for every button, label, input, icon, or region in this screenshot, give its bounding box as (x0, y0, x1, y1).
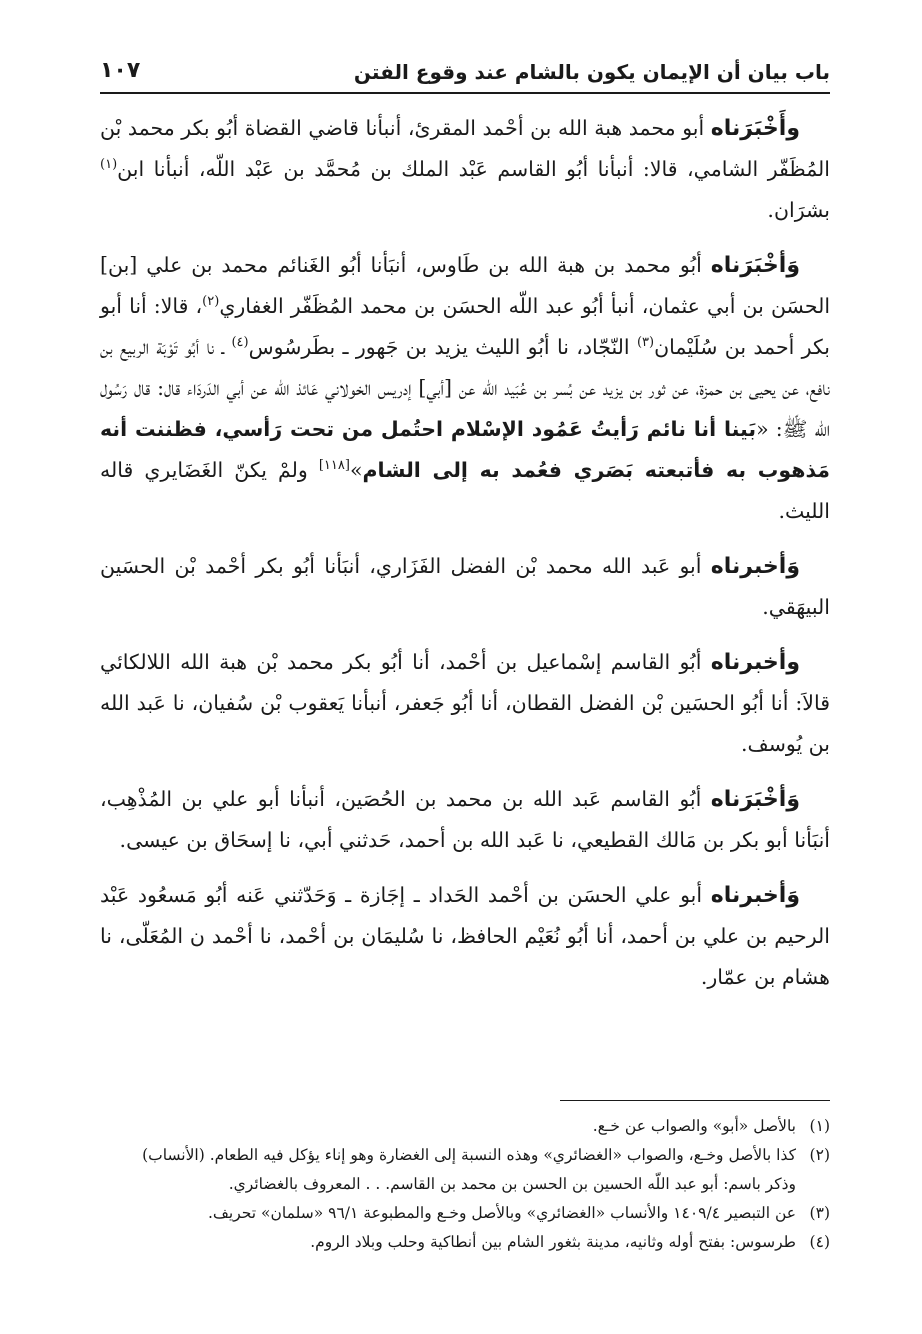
page-number: ١٠٧ (100, 58, 141, 83)
paragraph-lead: وَأخْبَرَناه (710, 253, 800, 278)
footnote-ref: (٢) (202, 294, 220, 310)
footnote-text: وذكر باسم: أبو عبد اللّه الحسين بن الحسن بن محمد بن القاسم. . . المعروف بالغضائري. (228, 1175, 796, 1193)
footnote-number: (٣) (809, 1204, 830, 1222)
paragraph-text: أبُو القاسم إسْماعيل بن أحْمد، أنا أبُو بكر محمد بْن هبة الله اللالكائي قالاَ: أنا أبُو الحسَين بْن الفضل القطان، أنا أبُو جَعفر، أنبأنا يَعقوب بْن سُفيان، نا عَبد الله بن يُوسف. (100, 650, 830, 756)
paragraph-text: ولمْ يكنّ الغَضَايري قاله الليث. (100, 458, 830, 523)
paragraph-lead: وَأخبرناه (710, 883, 800, 908)
paragraph-text: أبو عَبد الله محمد بْن الفضل الفَزَاري، أنبَأنا أبُو بكر أحْمد بْن الحسَين البيهَقي. (100, 554, 830, 619)
paragraph-text: أبو محمد هبة الله بن أحْمد المقرئ، أنبأنا قاضي القضاة أبُو بكر محمد بْن المُظَفّر الشامي، قالا: أنبأنا أبُو القاسم عَبْد الملك بن مُحمَّد بن عَبْد اللّه، أنبأنا ابن (100, 116, 830, 181)
main-text (100, 108, 830, 998)
footnote-ref: (٣) (636, 335, 655, 351)
footnote (100, 1228, 830, 1257)
paragraph-lead: وَأخْبَرَناه (710, 787, 800, 812)
paragraph-text: » (349, 458, 363, 482)
hadith-text: بَينا أنا نائم رَأيتُ عَمُود الإسْلام احتُمل من تحت رَأسي، فظننت أنه مَذهوب به فأتبعته بَصَري فعُمد به إلى الشام (100, 417, 830, 482)
footnote (100, 1112, 830, 1141)
footnote (100, 1141, 830, 1199)
footnote-text: طرسوس: بفتح أوله وثانيه، مدينة بثغور الشام بين أنطاكية وحلب وبلاد الروم. (310, 1233, 796, 1251)
footnote-text: بالأصل «أبو» والصواب عن خـع. (592, 1117, 796, 1135)
paragraph (100, 875, 830, 998)
header-rule (100, 92, 830, 94)
running-header (100, 52, 830, 90)
footnote-text: عن التبصير ١٤٠٩/٤ والأنساب «الغضائري» وبالأصل وخـع والمطبوعة ٩٦/١ «سلمان» تحريف. (207, 1204, 796, 1222)
paragraph (100, 546, 830, 628)
paragraph-lead: وأخبرناه (710, 650, 800, 675)
footnote-rule (560, 1100, 830, 1101)
paragraph (100, 642, 830, 765)
footnotes (100, 1112, 830, 1257)
footnote (100, 1199, 830, 1228)
footnote-ref: (٤) (231, 335, 249, 351)
paragraph (100, 108, 830, 231)
paragraph-text: أبُو القاسم عَبد الله بن محمد بن الحُصَين، أنبأنا أبو علي بن المُذْهِب، أنبَأنا أبو بكر بن مَالك القطيعي، نا عَبد الله بن أحمد، حَدثني أبي، نا إسحَاق بن عيسى. (100, 787, 830, 852)
paragraph (100, 779, 830, 861)
footnote-number: (٤) (809, 1233, 830, 1251)
footnote-text: كذا بالأصل وخـع، والصواب «الغضائري» وهذه النسبة إلى الغضارة وهو إناء يؤكل فيه الطعام. (الأنساب) (142, 1146, 796, 1164)
footnote-number: (١) (809, 1117, 830, 1135)
paragraph-lead: وَأخبرناه (710, 554, 800, 579)
paragraph-lead: وأَخْبَرَناه (710, 116, 800, 141)
paragraph-text: أبُو محمد بن هبة الله بن طَاوس، أنبَأنا أبُو الغَنائم محمد بن علي [بن] الحسَن بن أبي عثمان، أنبأ أبُو عبد اللّه الحسَن بن محمد المُظَفّر الغفاري (100, 253, 831, 318)
footnote-number: (٢) (809, 1146, 830, 1164)
hadith-number: [١١٨] (318, 458, 350, 474)
paragraph-text: ، قالا: أنا أبو بكر أحمد بن سُلَيْمان (100, 294, 831, 359)
paragraph-text: بشرَان. (767, 198, 830, 222)
chapter-title: باب بيان أن الإيمان يكون بالشام عند وقوع الفتن (353, 60, 830, 84)
paragraph (100, 245, 830, 532)
footnote-ref: (١) (100, 157, 118, 173)
paragraph-text: أبو علي الحسَن بن أحْمد الحَداد ـ إجَازة ـ وَحَدّثني عَنه أبُو مَسعُود عَبْد الرحيم بن علي بن أحمد، أنا أبُو نُعَيْم الحافظ، نا سُليمَان بن أحْمد، نا أحْمد ن المُعَلّى، نا هشام بن عمّار. (100, 883, 830, 989)
paragraph-text: النّجّاد، نا أبُو الليث يزيد بن جَهور ـ بطَرسُوس (248, 335, 637, 359)
paragraph-text: ـ نا أبُو تَوْبَة الربيع بن نافع، عن يحيى بن حمزة، عن ثور بن يزيد عن بُسر بن عُبَيد الله عن [أبي] إدريس الخولاني عَائذ الله عن أبي الدَردَاء قال: قال رَسُول الله ﷺ: « (100, 335, 830, 441)
